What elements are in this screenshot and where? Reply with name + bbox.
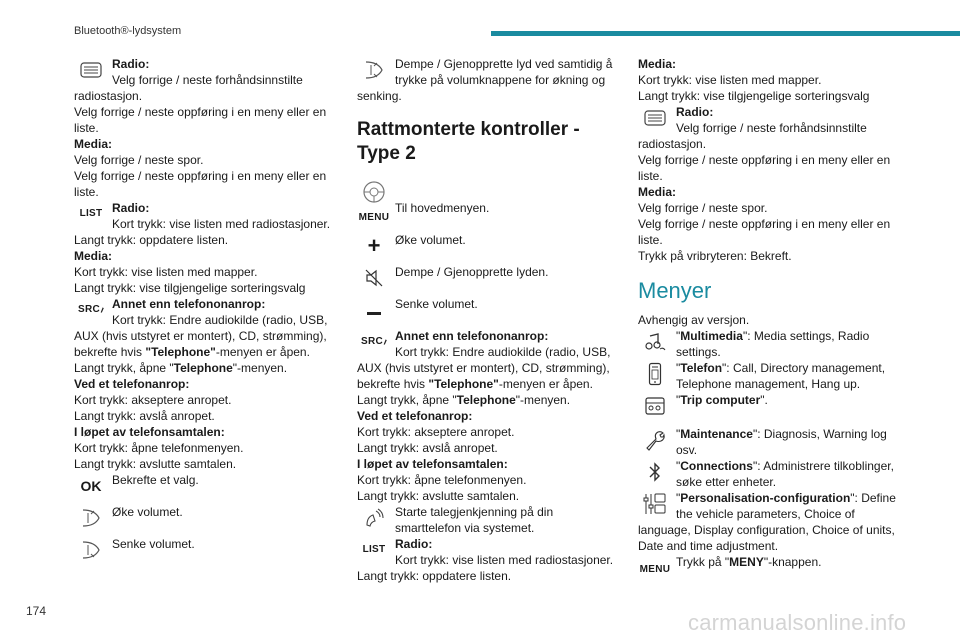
text-line: "Telefon": Call, Directory management, bbox=[676, 361, 886, 375]
text-line: Starte talegjenkjenning på din bbox=[395, 505, 554, 519]
text-line: Trykk på vribryteren: Bekreft. bbox=[638, 249, 792, 263]
text-line: liste. bbox=[638, 233, 663, 247]
section-heading-menyer: Menyer bbox=[638, 278, 712, 303]
text-line: Dempe / Gjenopprette lyden. bbox=[395, 265, 549, 279]
text-line: Velg forrige / neste spor. bbox=[638, 201, 768, 215]
trip-computer-icon bbox=[642, 394, 668, 418]
bluetooth-icon bbox=[642, 460, 668, 484]
menu-button-icon: MENU bbox=[358, 212, 390, 223]
item-minus bbox=[357, 296, 619, 328]
voice-command-icon bbox=[361, 506, 387, 530]
item-menu bbox=[357, 200, 619, 232]
text-line: Langt trykk: oppdatere listen. bbox=[357, 569, 512, 583]
menu-maintenance bbox=[638, 426, 900, 458]
menu-multimedia bbox=[638, 328, 900, 360]
text-line: liste. bbox=[74, 121, 99, 135]
mute-combo-body bbox=[357, 88, 619, 104]
during-title: I løpet av telefonsamtalen: bbox=[357, 457, 508, 471]
column-2 bbox=[357, 56, 619, 584]
text-line: liste. bbox=[638, 169, 663, 183]
column-1 bbox=[74, 56, 336, 568]
text-line: Øke volumet. bbox=[112, 505, 183, 519]
item-list bbox=[357, 536, 619, 568]
media-list-body bbox=[638, 56, 900, 104]
multimedia-icon bbox=[642, 330, 668, 354]
text-line: Telephone management, Hang up. bbox=[676, 377, 861, 391]
text-line: Kort trykk: vise listen med radiostasjoner. bbox=[395, 553, 614, 567]
text-line: Langt trykk: avslå anropet. bbox=[74, 409, 215, 423]
watermark: carmanualsonline.info bbox=[688, 610, 907, 635]
item-voice bbox=[357, 504, 619, 536]
radio-title: Radio: bbox=[395, 537, 433, 551]
text-line: "Multimedia": Media settings, Radio bbox=[676, 329, 870, 343]
text-line: language, Display configuration, Choice of units, bbox=[638, 523, 895, 537]
text-line: Dempe / Gjenopprette lyd ved samtidig å bbox=[395, 57, 613, 71]
media-title: Media: bbox=[74, 249, 113, 263]
menu-button-icon: MENU bbox=[639, 564, 671, 575]
volume-wheel-up-icon bbox=[78, 506, 104, 530]
text-line: Kort trykk: åpne telefonmenyen. bbox=[74, 441, 244, 455]
item-steering-wheel bbox=[357, 178, 619, 200]
during-title: I løpet av telefonsamtalen: bbox=[74, 425, 225, 439]
text-line: "Personalisation-configuration": Define bbox=[676, 491, 896, 505]
text-line: Velg forrige / neste forhåndsinnstilte bbox=[112, 73, 303, 87]
src-title: Annet enn telefononanrop: bbox=[112, 297, 266, 311]
section-heading-rattmonterte: Rattmonterte kontroller - Type 2 bbox=[357, 119, 580, 164]
text-line: smarttelefon via systemet. bbox=[395, 521, 535, 535]
item-src bbox=[74, 296, 336, 328]
text-line: Velg forrige / neste oppføring i en meny eller en bbox=[638, 217, 891, 231]
text-line: liste. bbox=[74, 185, 99, 199]
text-line: Senke volumet. bbox=[395, 297, 478, 311]
text-line: Langt trykk, åpne "Telephone"-menyen. bbox=[74, 361, 288, 375]
text-line: Kort trykk: vise listen med radiostasjoner. bbox=[112, 217, 331, 231]
menu-personalisation bbox=[638, 490, 900, 522]
text-line: Velg forrige / neste spor. bbox=[74, 153, 204, 167]
column-3 bbox=[638, 56, 900, 575]
src-button-icon: SRC bbox=[361, 330, 387, 354]
text-line: the vehicle parameters, Choice of bbox=[676, 507, 855, 521]
header-title: Bluetooth®-lydsystem bbox=[74, 25, 182, 37]
radio-title: Radio: bbox=[676, 105, 714, 119]
text-line: trykke på volumknappene for økning og bbox=[395, 73, 606, 87]
text-line: Velg forrige / neste oppføring i en meny eller en bbox=[74, 169, 327, 183]
radio-presets-body bbox=[638, 136, 900, 264]
text-line: Langt trykk: vise tilgjengelige sorteringsvalg bbox=[638, 89, 870, 103]
text-line: Kort trykk: Endre audiokilde (radio, USB, bbox=[395, 345, 611, 359]
text-line: AUX (hvis utstyret er montert), CD, strømming), bbox=[357, 361, 610, 375]
item-vol-down bbox=[74, 536, 336, 568]
settings-sliders-icon bbox=[642, 492, 668, 516]
text-line: radiostasjon. bbox=[638, 137, 707, 151]
text-line: Senke volumet. bbox=[112, 537, 195, 551]
text-line: Date and time adjustment. bbox=[638, 539, 779, 553]
list-body bbox=[74, 232, 336, 296]
text-line: Kort trykk: akseptere anropet. bbox=[74, 393, 232, 407]
item-ok bbox=[74, 472, 336, 504]
text-line: Langt trykk, åpne "Telephone"-menyen. bbox=[357, 393, 571, 407]
text-line: "Connections": Administrere tilkoblinger, bbox=[676, 459, 894, 473]
volume-wheel-down-icon bbox=[78, 538, 104, 562]
text-line: AUX (hvis utstyret er montert), CD, strømming), bbox=[74, 329, 327, 343]
personalisation-body bbox=[638, 522, 900, 554]
src-button-icon: SRC bbox=[78, 298, 104, 322]
list-button-icon: LIST bbox=[79, 208, 103, 219]
text-line: Kort trykk: vise listen med mapper. bbox=[638, 73, 822, 87]
list-body bbox=[357, 568, 619, 584]
volume-wheel-mute-icon bbox=[361, 58, 387, 82]
text-line: Kort trykk: Endre audiokilde (radio, USB, bbox=[112, 313, 328, 327]
steering-buttons-icon bbox=[642, 106, 668, 130]
item-vol-up bbox=[74, 504, 336, 536]
src-title: Annet enn telefononanrop: bbox=[395, 329, 549, 343]
item-meny-button bbox=[638, 554, 900, 575]
text-line: Kort trykk: akseptere anropet. bbox=[357, 425, 515, 439]
minus-icon bbox=[361, 298, 387, 322]
page-number: 174 bbox=[26, 604, 47, 618]
text-line: osv. bbox=[676, 443, 698, 457]
src-body bbox=[357, 360, 619, 504]
text-line: "Maintenance": Diagnosis, Warning log bbox=[676, 427, 887, 441]
text-line: Øke volumet. bbox=[395, 233, 466, 247]
radio-presets-body bbox=[74, 88, 336, 200]
text-line: søke etter enheter. bbox=[676, 475, 777, 489]
item-mute bbox=[357, 264, 619, 296]
item-plus bbox=[357, 232, 619, 264]
item-list bbox=[74, 200, 336, 232]
ok-button-icon: OK bbox=[80, 478, 102, 494]
version-note: Avhengig av versjon. bbox=[638, 313, 750, 327]
text-line: Til hovedmenyen. bbox=[395, 201, 490, 215]
radio-title: Radio: bbox=[112, 201, 150, 215]
text-line: Kort trykk: vise listen med mapper. bbox=[74, 265, 258, 279]
text-line: Velg forrige / neste oppføring i en meny eller en bbox=[74, 105, 327, 119]
text-line: Langt trykk: avslå anropet. bbox=[357, 441, 498, 455]
text-line: settings. bbox=[676, 345, 721, 359]
wrench-icon bbox=[642, 428, 668, 452]
text-line: Langt trykk: oppdatere listen. bbox=[74, 233, 229, 247]
text-line: Langt trykk: avslutte samtalen. bbox=[74, 457, 237, 471]
text-line: Velg forrige / neste oppføring i en meny eller en bbox=[638, 153, 891, 167]
media-title: Media: bbox=[74, 137, 113, 151]
plus-icon: + bbox=[367, 233, 381, 258]
tel-title: Ved et telefonanrop: bbox=[357, 409, 473, 423]
text-line: senking. bbox=[357, 89, 402, 103]
media-title: Media: bbox=[638, 185, 677, 199]
radio-title: Radio: bbox=[112, 57, 150, 71]
text-line: Trykk på "MENY"-knappen. bbox=[676, 555, 822, 569]
menu-connections bbox=[638, 458, 900, 490]
text-line: "Trip computer". bbox=[676, 393, 768, 407]
tel-title: Ved et telefonanrop: bbox=[74, 377, 190, 391]
text-line: bekrefte hvis "Telephone"-menyen er åpen. bbox=[74, 345, 310, 359]
text-line: Velg forrige / neste forhåndsinnstilte bbox=[676, 121, 867, 135]
text-line: Bekrefte et valg. bbox=[112, 473, 199, 487]
menu-trip-computer bbox=[638, 392, 900, 426]
src-body bbox=[74, 328, 336, 472]
mute-speaker-icon bbox=[361, 266, 387, 290]
menu-telefon bbox=[638, 360, 900, 392]
phone-icon bbox=[642, 362, 668, 386]
text-line: Kort trykk: åpne telefonmenyen. bbox=[357, 473, 527, 487]
header-accent-bar bbox=[491, 31, 960, 36]
text-line: Langt trykk: vise tilgjengelige sorteringsvalg bbox=[74, 281, 306, 295]
text-line: bekrefte hvis "Telephone"-menyen er åpen. bbox=[357, 377, 593, 391]
item-src bbox=[357, 328, 619, 360]
item-mute-combo bbox=[357, 56, 619, 88]
item-radio-presets bbox=[74, 56, 336, 88]
steering-buttons-icon bbox=[78, 58, 104, 82]
item-radio-presets bbox=[638, 104, 900, 136]
text-line: Langt trykk: avslutte samtalen. bbox=[357, 489, 520, 503]
text-line: radiostasjon. bbox=[74, 89, 143, 103]
media-title: Media: bbox=[638, 57, 677, 71]
list-button-icon: LIST bbox=[362, 544, 386, 555]
